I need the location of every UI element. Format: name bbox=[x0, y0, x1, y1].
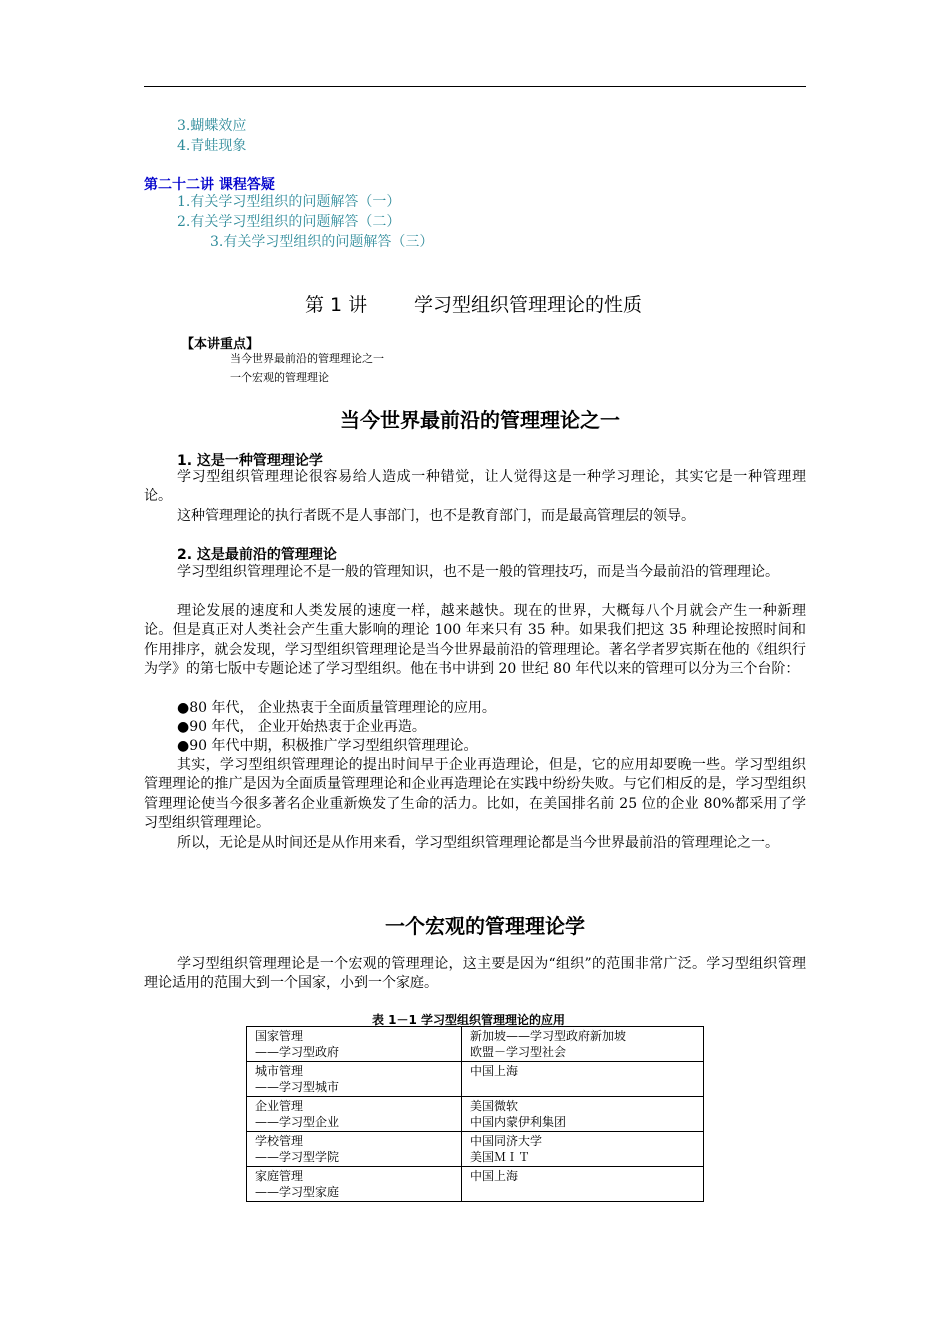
cell-line: 中国内蒙伊利集团 bbox=[470, 1115, 567, 1129]
cell-line: 家庭管理 bbox=[255, 1169, 304, 1183]
paragraph: 理论发展的速度和人类发展的速度一样，越来越快。现在的世界，大概每八个月就会产生一种新理论。但是真正对人类社会产生重大影响的理论 100 年来只有 35 种。如果我们把这 35 种理论按照时间和作用排序，就会发现，学习型组织管理理论是当今世界最前沿的管理理论。著名学者罗宾斯在他的《组织行为学》的第七版中专题论述了学习型组织。他在书中讲到 20 世纪 80 年代以来的管理可以分为三个台阶： bbox=[144, 603, 806, 678]
cell-line: 美国微软 bbox=[470, 1099, 519, 1113]
cell-line: 中国上海 bbox=[470, 1064, 519, 1078]
paragraph: 学习型组织管理理论不是一般的管理知识，也不是一般的管理技巧，而是当今最前沿的管理理论。 bbox=[177, 564, 779, 580]
cell-line: 企业管理 bbox=[255, 1099, 304, 1113]
toc-item-qa-2[interactable]: 2.有关学习型组织的问题解答（二） bbox=[177, 214, 401, 230]
cell-line: ——学习型政府 bbox=[255, 1045, 340, 1059]
cell-line: 学校管理 bbox=[255, 1134, 304, 1148]
cell-line: 欧盟－学习型社会 bbox=[470, 1045, 567, 1059]
paragraph: 学习型组织管理理论很容易给人造成一种错觉，让人觉得这是一种学习理论，其实它是一种管理理论。 bbox=[144, 469, 806, 505]
cell-line: 城市管理 bbox=[255, 1064, 304, 1078]
subsection-heading-2: 2. 这是最前沿的管理理论 bbox=[177, 547, 337, 563]
cell-line: 中国同济大学 bbox=[470, 1134, 543, 1148]
table-cell bbox=[462, 1167, 704, 1202]
key-point: 当今世界最前沿的管理理论之一 bbox=[230, 352, 384, 365]
bullet-item: ●80 年代， 企业热衷于全面质量管理理论的应用。 bbox=[177, 700, 496, 716]
cell-line: 国家管理 bbox=[255, 1029, 304, 1043]
table-caption: 表 1－1 学习型组织管理理论的应用 bbox=[372, 1013, 566, 1027]
bullet-item: ●90 年代中期，积极推广学习型组织管理理论。 bbox=[177, 738, 478, 754]
paragraph: 学习型组织管理理论是一个宏观的管理理论，这主要是因为“组织”的范围非常广泛。学习型组织管理理论适用的范围大到一个国家，小到一个家庭。 bbox=[144, 956, 806, 992]
cell-line: 美国ＭＩＴ bbox=[470, 1150, 531, 1164]
section-heading-macro: 一个宏观的管理理论学 bbox=[385, 914, 585, 938]
table-row bbox=[247, 1097, 704, 1132]
bullet-item: ●90 年代， 企业开始热衷于企业再造。 bbox=[177, 719, 426, 735]
cell-line: 新加坡——学习型政府新加坡 bbox=[470, 1029, 627, 1043]
table-cell bbox=[247, 1097, 462, 1132]
table-cell bbox=[462, 1132, 704, 1167]
cell-line: ——学习型企业 bbox=[255, 1115, 340, 1129]
header-rule bbox=[144, 86, 806, 87]
lecture-number: 第 1 讲 bbox=[305, 294, 368, 316]
subsection-heading-1: 1. 这是一种管理理论学 bbox=[177, 453, 323, 469]
toc-item-butterfly[interactable]: 3.蝴蝶效应 bbox=[177, 118, 247, 134]
table-cell bbox=[462, 1062, 704, 1097]
application-table bbox=[246, 1026, 704, 1202]
table-cell bbox=[247, 1167, 462, 1202]
table-cell bbox=[462, 1027, 704, 1062]
cell-line: ——学习型城市 bbox=[255, 1080, 340, 1094]
cell-line: 中国上海 bbox=[470, 1169, 519, 1183]
table-row bbox=[247, 1132, 704, 1167]
toc-item-qa-1[interactable]: 1.有关学习型组织的问题解答（一） bbox=[177, 194, 401, 210]
table-row bbox=[247, 1062, 704, 1097]
table-cell bbox=[247, 1132, 462, 1167]
paragraph: 这种管理理论的执行者既不是人事部门，也不是教育部门，而是最高管理层的领导。 bbox=[177, 508, 695, 524]
toc-item-frog[interactable]: 4.青蛙现象 bbox=[177, 138, 247, 154]
table-cell bbox=[462, 1097, 704, 1132]
table-row bbox=[247, 1027, 704, 1062]
table-cell bbox=[247, 1062, 462, 1097]
paragraph: 所以，无论是从时间还是从作用来看，学习型组织管理理论都是当今世界最前沿的管理理论之一。 bbox=[177, 835, 779, 851]
cell-line: ——学习型学院 bbox=[255, 1150, 340, 1164]
table-row bbox=[247, 1167, 704, 1202]
table-cell bbox=[247, 1027, 462, 1062]
section-heading-frontier: 当今世界最前沿的管理理论之一 bbox=[340, 408, 620, 432]
key-points-heading: 【本讲重点】 bbox=[181, 337, 260, 352]
key-point: 一个宏观的管理理论 bbox=[230, 371, 329, 384]
paragraph: 其实，学习型组织管理理论的提出时间早于企业再造理论，但是，它的应用却要晚一些。学习型组织管理理论的推广是因为全面质量管理理论和企业再造理论在实践中纷纷失败。与它们相反的是，学习型组织管理理论使当今很多著名企业重新焕发了生命的活力。比如，在美国排名前 25 位的企业 80%都采用了学习型组织管理理论。 bbox=[144, 757, 806, 832]
toc-item-qa-3[interactable]: 3.有关学习型组织的问题解答（三） bbox=[210, 234, 434, 250]
toc-lecture-22-title[interactable]: 第二十二讲 课程答疑 bbox=[144, 177, 275, 193]
lecture-title: 学习型组织管理理论的性质 bbox=[414, 294, 643, 316]
cell-line: ——学习型家庭 bbox=[255, 1185, 340, 1199]
